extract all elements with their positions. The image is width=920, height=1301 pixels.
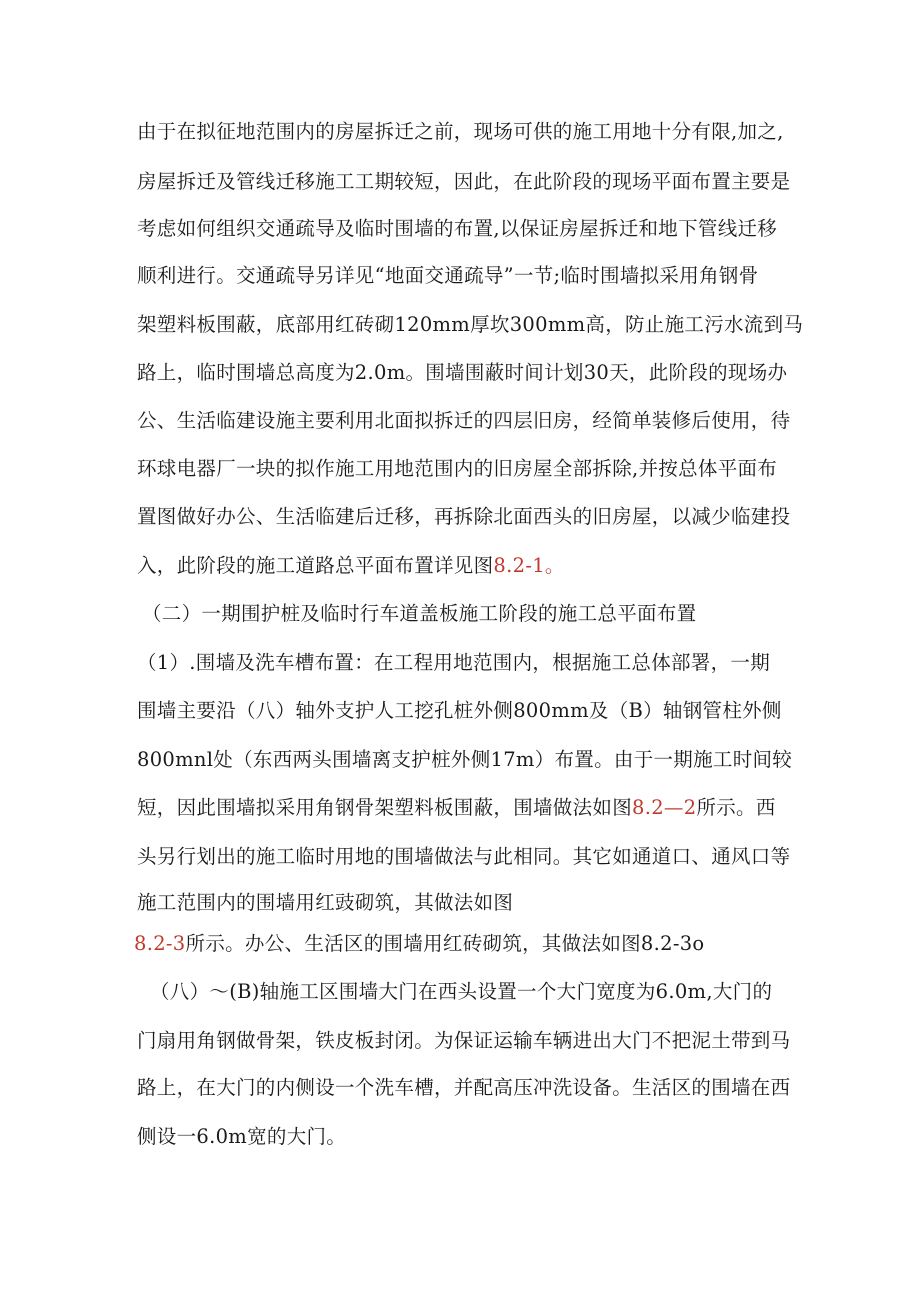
p1-line-7: 公、生活临建设施主要利用北面拟拆迁的四层旧房，经简单装修后使用，待 xyxy=(137,409,791,432)
p3-line-4: 侧设一6.0m宽的大门。 xyxy=(137,1125,347,1148)
p2-last-text: 所示。办公、生活区的围墙用红砖砌筑，其做法如图8.2-3o xyxy=(185,932,705,955)
p3-line-2: 门扇用角钢做骨架，铁皮板封闭。为保证运输车辆进出大门不把泥土带到马 xyxy=(137,1029,791,1052)
p2-line-7 xyxy=(134,930,704,958)
p1-line-6: 路上，临时围墙总高度为2.0m。围墙围蔽时间计划30天，此阶段的现场办 xyxy=(137,361,788,384)
p2-line-5: 头另行划出的施工临时用地的围墙做法与此相同。其它如通道口、通风口等 xyxy=(137,845,791,868)
p1-line-3: 考虑如何组织交通疏导及临时围墙的布置,以保证房屋拆迁和地下管线迁移 xyxy=(137,217,778,240)
p1-line-8: 环球电器厂一块的拟作施工用地范围内的旧房屋全部拆除,并按总体平面布 xyxy=(137,457,778,480)
p1-line-10 xyxy=(137,552,565,580)
p1-line-2: 房屋拆迁及管线迁移施工工期较短，因此，在此阶段的现场平面布置主要是 xyxy=(137,170,791,193)
p2-line4-text: 短，因此围墙拟采用角钢骨架塑料板围蔽，围墙做法如图 xyxy=(137,796,633,819)
p1-line-5: 架塑料板围蔽，底部用红砖砌120mm厚坎300mm高，防止施工污水流到马 xyxy=(137,313,804,336)
p1-last-text: 入，此阶段的施工道路总平面布置详见图 xyxy=(137,554,494,577)
section-heading: （二）一期围护桩及临时行车道盖板施工阶段的施工总平面布置 xyxy=(142,602,697,625)
figure-ref-8-2-3: 8.2-3 xyxy=(134,932,186,955)
p1-line-4: 顺利进行。交通疏导另详见“地面交通疏导”一节;临时围墙拟采用角钢骨 xyxy=(137,264,759,287)
p2-line-4 xyxy=(137,794,776,822)
p2-line-1: （1）.围墙及洗车槽布置：在工程用地范围内，根据施工总体部署，一期 xyxy=(137,651,771,674)
p2-line4-suffix: 所示。西 xyxy=(696,796,776,819)
p2-line-2: 围墙主要沿（八）轴外支护人工挖孔桩外侧800mm及（B）轴钢管柱外侧 xyxy=(137,699,782,722)
p1-line-9: 置图做好办公、生活临建后迁移，再拆除北面西头的旧房屋，以减少临建投 xyxy=(137,505,791,528)
figure-ref-8-2-2: 8.2—2 xyxy=(632,796,697,819)
p2-line-3: 800mnl处（东西两头围墙离支护桩外侧17m）布置。由于一期施工时间较 xyxy=(137,748,793,771)
p1-line-1: 由于在拟征地范围内的房屋拆迁之前，现场可供的施工用地十分有限,加之, xyxy=(137,120,784,143)
p2-line-6: 施工范围内的围墙用红豉砌筑，其做法如图 xyxy=(137,891,514,914)
p3-line-1: （八）～(B)轴施工区围墙大门在西头设置一个大门宽度为6.0m,大门的 xyxy=(150,980,773,1003)
figure-ref-8-2-1: 8.2-1。 xyxy=(493,554,565,577)
p3-line-3: 路上，在大门的内侧设一个洗车槽，并配高压冲洗设备。生活区的围墙在西 xyxy=(137,1076,791,1099)
